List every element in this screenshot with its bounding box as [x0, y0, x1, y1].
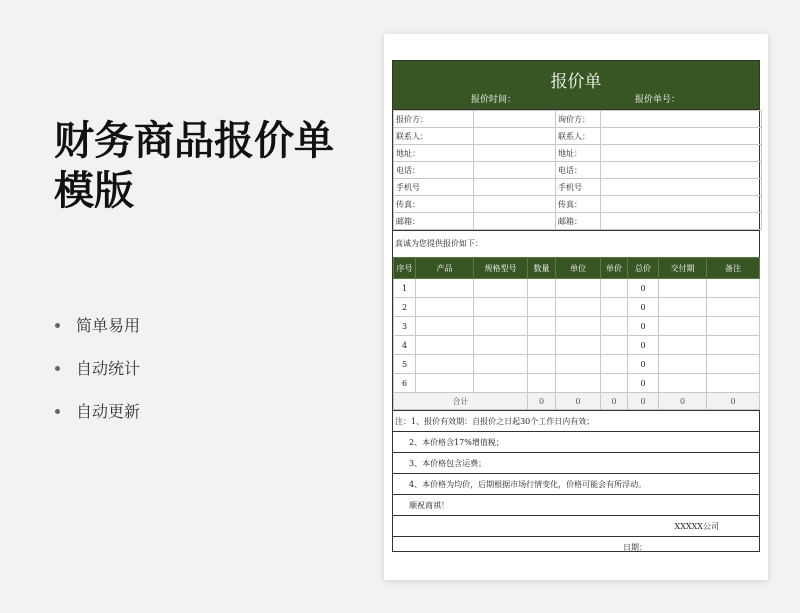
item-cell[interactable] — [474, 374, 528, 393]
note-line: 2、本价格含17%增值税； — [393, 432, 759, 453]
item-cell[interactable] — [707, 374, 760, 393]
info-left-value[interactable] — [474, 111, 556, 128]
column-header: 产品 — [416, 258, 474, 279]
info-left-label: 传真： — [394, 196, 474, 213]
item-cell[interactable] — [528, 336, 556, 355]
item-cell[interactable] — [556, 336, 601, 355]
row-number: 6 — [394, 374, 416, 393]
column-header: 规格型号 — [474, 258, 528, 279]
info-right-value[interactable] — [601, 213, 762, 230]
info-row — [394, 145, 762, 162]
column-header: 序号 — [394, 258, 416, 279]
info-left-value[interactable] — [474, 213, 556, 230]
contact-info-table — [393, 110, 762, 230]
feature-item — [55, 398, 140, 441]
item-cell[interactable] — [707, 298, 760, 317]
table-row — [394, 279, 760, 298]
column-header: 单位 — [556, 258, 601, 279]
info-left-label: 手机号 — [394, 179, 474, 196]
sum-qty: 0 — [528, 393, 556, 410]
info-left-label: 邮箱： — [394, 213, 474, 230]
sum-delivery: 0 — [659, 393, 707, 410]
quote-sheet — [392, 60, 760, 552]
table-row — [394, 336, 760, 355]
title-line-1: 财务商品报价单 — [54, 118, 334, 164]
item-cell[interactable] — [474, 355, 528, 374]
info-left-label: 联系人： — [394, 128, 474, 145]
quote-no-label: 报价单号： — [635, 95, 681, 105]
item-cell[interactable] — [601, 298, 628, 317]
item-cell[interactable] — [601, 317, 628, 336]
item-cell[interactable] — [659, 374, 707, 393]
notes-table — [393, 410, 759, 557]
item-cell[interactable] — [659, 298, 707, 317]
table-row — [394, 317, 760, 336]
info-right-value[interactable] — [601, 179, 762, 196]
sum-unit: 0 — [556, 393, 601, 410]
row-total: 0 — [628, 279, 659, 298]
info-right-label: 手机号 — [556, 179, 601, 196]
item-cell[interactable] — [707, 336, 760, 355]
row-total: 0 — [628, 336, 659, 355]
row-total: 0 — [628, 317, 659, 336]
document-preview — [384, 34, 768, 580]
item-cell[interactable] — [556, 317, 601, 336]
row-number: 3 — [394, 317, 416, 336]
item-cell[interactable] — [601, 336, 628, 355]
feature-label: 自动更新 — [76, 402, 141, 421]
info-right-label: 邮箱： — [556, 213, 601, 230]
table-row — [394, 298, 760, 317]
item-cell[interactable] — [416, 374, 474, 393]
item-cell[interactable] — [659, 336, 707, 355]
item-cell[interactable] — [528, 374, 556, 393]
company-name: XXXXX公司 — [393, 516, 759, 537]
info-left-value[interactable] — [474, 162, 556, 179]
sheet-title: 报价单 — [550, 72, 602, 92]
sum-price: 0 — [601, 393, 628, 410]
row-number: 1 — [394, 279, 416, 298]
item-cell[interactable] — [707, 355, 760, 374]
info-left-value[interactable] — [474, 145, 556, 162]
item-cell[interactable] — [707, 279, 760, 298]
item-cell[interactable] — [556, 279, 601, 298]
row-number: 4 — [394, 336, 416, 355]
bullet-icon — [55, 366, 60, 371]
info-left-value[interactable] — [474, 179, 556, 196]
info-row — [394, 162, 762, 179]
info-right-value[interactable] — [601, 128, 762, 145]
item-cell[interactable] — [416, 279, 474, 298]
sum-row — [394, 393, 760, 410]
sheet-header — [393, 61, 759, 110]
row-total: 0 — [628, 374, 659, 393]
info-left-label: 电话： — [394, 162, 474, 179]
item-cell[interactable] — [416, 336, 474, 355]
note-line: 3、本价格包含运费； — [393, 453, 759, 474]
table-row — [394, 355, 760, 374]
item-cell[interactable] — [659, 279, 707, 298]
item-cell[interactable] — [528, 298, 556, 317]
closing-line: 顺祝商祺！ — [393, 495, 759, 516]
info-right-label: 询价方： — [556, 111, 601, 128]
item-cell[interactable] — [601, 279, 628, 298]
info-right-label: 联系人： — [556, 128, 601, 145]
sum-remark: 0 — [707, 393, 760, 410]
info-row — [394, 111, 762, 128]
item-cell[interactable] — [416, 355, 474, 374]
info-right-value[interactable] — [601, 111, 762, 128]
column-header: 总价 — [628, 258, 659, 279]
item-cell[interactable] — [474, 336, 528, 355]
feature-item — [55, 312, 140, 355]
note-line: 4、本价格为均价，后期根据市场行情变化，价格可能会有所浮动。 — [393, 474, 759, 495]
info-row — [394, 179, 762, 196]
intro-text: 真诚为您提供报价如下： — [393, 230, 759, 257]
info-row — [394, 213, 762, 230]
feature-label: 自动统计 — [76, 359, 141, 378]
item-cell[interactable] — [528, 317, 556, 336]
info-left-label: 地址： — [394, 145, 474, 162]
sum-total: 0 — [628, 393, 659, 410]
row-total: 0 — [628, 355, 659, 374]
row-number: 5 — [394, 355, 416, 374]
column-header: 交付期 — [659, 258, 707, 279]
info-left-value[interactable] — [474, 128, 556, 145]
info-right-label: 地址： — [556, 145, 601, 162]
title-line-2: 模版 — [54, 168, 134, 214]
item-cell[interactable] — [528, 279, 556, 298]
item-cell[interactable] — [416, 317, 474, 336]
row-number: 2 — [394, 298, 416, 317]
row-total: 0 — [628, 298, 659, 317]
item-cell[interactable] — [474, 279, 528, 298]
column-header: 单价 — [601, 258, 628, 279]
info-right-label: 电话： — [556, 162, 601, 179]
item-cell[interactable] — [556, 355, 601, 374]
info-right-value[interactable] — [601, 162, 762, 179]
sum-label: 合计 — [394, 393, 528, 410]
item-cell[interactable] — [707, 317, 760, 336]
page-title — [54, 116, 374, 216]
item-cell[interactable] — [474, 317, 528, 336]
info-right-value[interactable] — [601, 145, 762, 162]
quote-time-label: 报价时间： — [471, 95, 517, 105]
item-cell[interactable] — [601, 374, 628, 393]
note-line: 注：1、报价有效期：自报价之日起30个工作日内有效； — [393, 411, 759, 432]
column-header: 备注 — [707, 258, 760, 279]
info-left-value[interactable] — [474, 196, 556, 213]
feature-item — [55, 355, 140, 398]
date-label: 日期： — [393, 537, 759, 558]
bullet-icon — [55, 409, 60, 414]
item-cell[interactable] — [474, 298, 528, 317]
item-cell[interactable] — [601, 355, 628, 374]
info-right-label: 传真： — [556, 196, 601, 213]
bullet-icon — [55, 323, 60, 328]
column-header: 数量 — [528, 258, 556, 279]
item-cell[interactable] — [659, 355, 707, 374]
info-row — [394, 196, 762, 213]
items-table — [393, 257, 760, 410]
feature-label: 简单易用 — [76, 316, 141, 335]
item-cell[interactable] — [659, 317, 707, 336]
info-row — [394, 128, 762, 145]
info-right-value[interactable] — [601, 196, 762, 213]
item-cell[interactable] — [528, 355, 556, 374]
item-cell[interactable] — [556, 374, 601, 393]
item-cell[interactable] — [556, 298, 601, 317]
table-row — [394, 374, 760, 393]
info-left-label: 报价方： — [394, 111, 474, 128]
feature-list — [55, 312, 140, 441]
item-cell[interactable] — [416, 298, 474, 317]
